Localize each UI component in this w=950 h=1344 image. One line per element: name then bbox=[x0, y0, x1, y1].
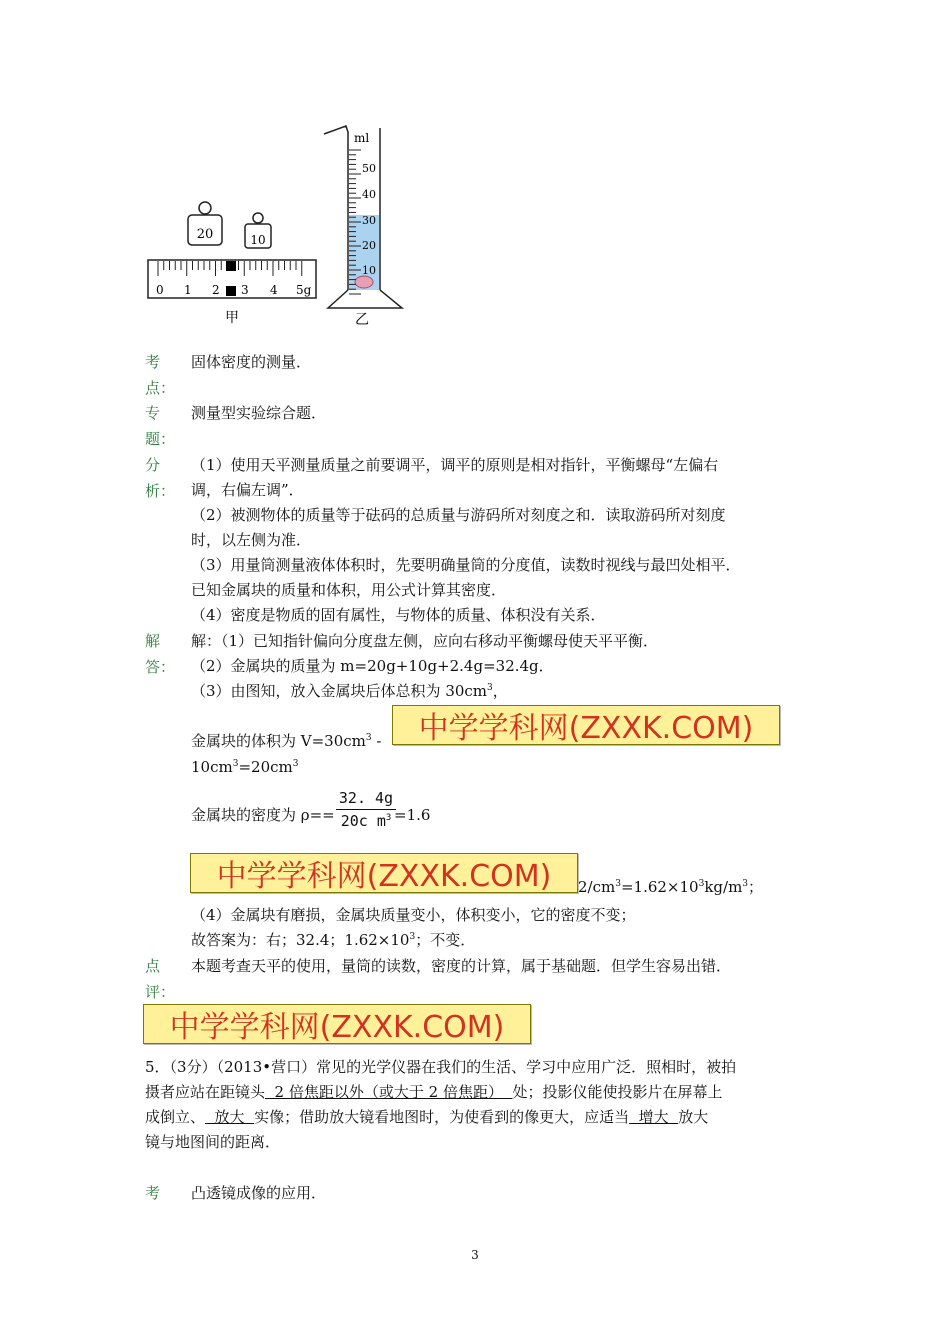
q5-line-3 bbox=[145, 1104, 708, 1130]
jieda-line-3-b: ， bbox=[492, 682, 508, 700]
density-a: 金属块的密度为 ρ== bbox=[191, 806, 335, 824]
watermark-banner-1: 中学学科网(ZXXK.COM) bbox=[392, 705, 780, 745]
dianping-text: 本题考查天平的使用，量筒的读数，密度的计算，属于基础题．但学生容易出错． bbox=[191, 957, 732, 975]
sup-3a: 3 bbox=[487, 683, 493, 693]
caption-left: 甲 bbox=[225, 310, 239, 326]
label-kaodian bbox=[145, 349, 176, 401]
scale-label-1: 1 bbox=[184, 283, 192, 297]
result-c: kg/m bbox=[704, 878, 743, 896]
label-zhuanti bbox=[145, 400, 176, 452]
label-kaodian-2: 点： bbox=[145, 379, 176, 397]
fenxi-line-6: 已知金属块的质量和体积，用公式计算其密度． bbox=[191, 581, 507, 599]
q5-line-4: 镜与地图间的距离． bbox=[145, 1133, 281, 1151]
rider-top bbox=[226, 261, 236, 271]
sup-3e: 3 bbox=[385, 813, 392, 823]
sup-3f: 3 bbox=[615, 879, 621, 889]
density-result bbox=[578, 874, 763, 900]
watermark-banner-2: 中学学科网(ZXXK.COM) bbox=[190, 853, 578, 893]
label-dianping-2: 评： bbox=[145, 983, 176, 1001]
jieda-line-2: （2）金属块的质量为 m=20g+10g+2.4g=32.4g． bbox=[191, 657, 554, 675]
sup-3b: 3 bbox=[365, 733, 372, 743]
weight-10-label: 10 bbox=[250, 233, 266, 247]
fraction-numerator: 32. 4g bbox=[338, 789, 394, 807]
caption-right: 乙 bbox=[355, 312, 369, 328]
zhuanti-text: 测量型实验综合题． bbox=[191, 404, 327, 422]
cyl-tick-40: 40 bbox=[362, 188, 376, 201]
label-jieda-1: 解 bbox=[145, 632, 161, 650]
fraction-bar bbox=[336, 809, 396, 810]
fenxi-line-7: （4）密度是物质的固有属性，与物体的质量、体积没有关系． bbox=[191, 606, 606, 624]
q5-answer-3: 增大 bbox=[629, 1108, 679, 1126]
volume2-a: 10cm bbox=[191, 758, 233, 776]
cyl-tick-10: 10 bbox=[362, 264, 376, 277]
label-dianping-1: 点 bbox=[145, 957, 161, 975]
answer-a: 故答案为：右；32.4；1.62×10 bbox=[191, 931, 410, 949]
kaodian-q5-text: 凸透镜成像的应用． bbox=[191, 1184, 327, 1202]
fenxi-line-4: 时，以左侧为准． bbox=[191, 531, 312, 549]
q5-answer-1: 2 倍焦距以外（或大于 2 倍焦距） bbox=[265, 1083, 513, 1101]
label-zhuanti-2: 题： bbox=[145, 430, 176, 448]
cyl-tick-50: 50 bbox=[362, 162, 376, 175]
balance-and-cylinder-diagram bbox=[140, 120, 420, 330]
density-fraction bbox=[336, 788, 396, 831]
sup-3h: 3 bbox=[742, 879, 749, 889]
result-d: ； bbox=[748, 878, 764, 896]
q5-line-3-a: 成倒立、 bbox=[145, 1108, 206, 1126]
volume-a: 金属块的体积为 V=30cm bbox=[191, 732, 366, 750]
volume-line-2 bbox=[191, 754, 298, 780]
cylinder-unit: ml bbox=[354, 131, 370, 145]
label-fenxi-1: 分 bbox=[145, 456, 161, 474]
volume2-b: =20cm bbox=[238, 758, 293, 776]
sup-3g: 3 bbox=[698, 879, 705, 889]
label-jieda bbox=[145, 628, 176, 680]
answer-b: ；不变． bbox=[415, 931, 476, 949]
figure bbox=[140, 120, 420, 330]
label-fenxi bbox=[145, 452, 176, 504]
fenxi-line-1: （1）使用天平测量质量之前要调平，调平的原则是相对指针，平衡螺母“左偏右 bbox=[191, 456, 719, 474]
q5-answer-2: 放大 bbox=[205, 1108, 255, 1126]
density-line bbox=[191, 802, 335, 828]
q5-line-3-c: 放大 bbox=[678, 1108, 709, 1126]
scale-label-4: 4 bbox=[270, 283, 278, 297]
fenxi-line-5: （3）用量筒测量液体体积时，先要明确量筒的分度值，读数时视线与最凹处相平． bbox=[191, 556, 741, 574]
volume-line bbox=[191, 728, 381, 754]
volume-b: - bbox=[371, 732, 382, 750]
cyl-tick-30: 30 bbox=[362, 214, 376, 227]
scale-label-2: 2 bbox=[212, 283, 220, 297]
jieda-answer bbox=[191, 927, 475, 953]
scale-label-5: 5g bbox=[296, 283, 312, 297]
rider-bottom bbox=[226, 286, 236, 296]
label-kaodian-q5: 考 bbox=[145, 1184, 161, 1202]
density-value: =1.6 bbox=[394, 806, 431, 824]
result-a: 2/cm bbox=[578, 878, 616, 896]
weight-20-label: 20 bbox=[196, 227, 214, 242]
fenxi-line-2: 调，右偏左调”． bbox=[191, 481, 304, 499]
watermark-banner-3: 中学学科网(ZXXK.COM) bbox=[143, 1004, 531, 1044]
label-jieda-2: 答： bbox=[145, 658, 176, 676]
label-dianping bbox=[145, 953, 176, 1005]
q5-line-2-b: 处；投影仪能使投影片在屏幕上 bbox=[512, 1083, 723, 1101]
label-zhuanti-1: 专 bbox=[145, 404, 161, 422]
scale-label-0: 0 bbox=[156, 283, 164, 297]
fraction-denominator bbox=[336, 811, 396, 831]
page-number: 3 bbox=[471, 1248, 479, 1262]
q5-line-3-b: 实像；借助放大镜看地图时，为使看到的像更大，应适当 bbox=[254, 1108, 630, 1126]
sup-3i: 3 bbox=[409, 932, 416, 942]
scale-label-3: 3 bbox=[241, 283, 249, 297]
result-b: =1.62×10 bbox=[620, 878, 699, 896]
sup-3d: 3 bbox=[292, 759, 299, 769]
q5-line-2-a: 摄者应站在距镜头 bbox=[145, 1083, 266, 1101]
label-fenxi-2: 析： bbox=[145, 482, 176, 500]
label-kaodian-1: 考 bbox=[145, 353, 161, 371]
q5-line-2 bbox=[145, 1079, 723, 1105]
jieda-line-3 bbox=[191, 678, 508, 704]
fraction-den-text: 20c m bbox=[340, 812, 386, 830]
fenxi-line-3: （2）被测物体的质量等于砝码的总质量与游码所对刻度之和．读取游码所对刻度 bbox=[191, 506, 726, 524]
q5-line-1: 5．（3分）（2013•营口）常见的光学仪器在我们的生活、学习中应用广泛．照相时，被拍 bbox=[145, 1058, 737, 1076]
jieda-line-1: 解：（1）已知指针偏向分度盘左侧，应向右移动平衡螺母使天平平衡． bbox=[191, 632, 659, 650]
sup-3c: 3 bbox=[232, 759, 239, 769]
kaodian-text: 固体密度的测量． bbox=[191, 353, 312, 371]
cyl-tick-20: 20 bbox=[362, 239, 376, 252]
jieda-line-4: （4）金属块有磨损，金属块质量变小，体积变小，它的密度不变； bbox=[191, 906, 636, 924]
jieda-line-3-a: （3）由图知，放入金属块后体总积为 30cm bbox=[191, 682, 488, 700]
